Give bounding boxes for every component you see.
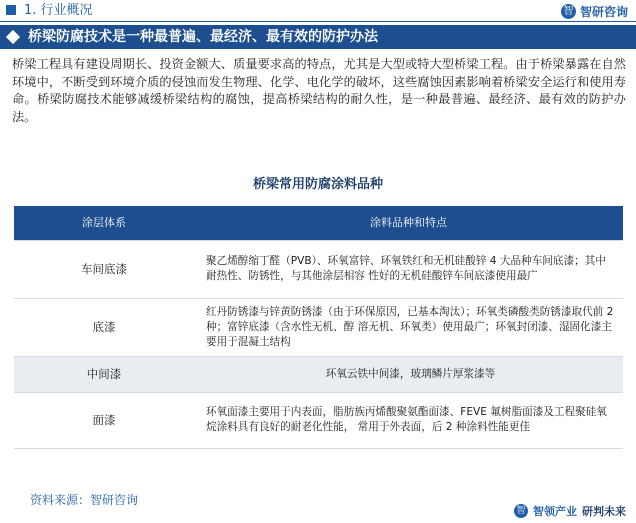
headline-banner: [0, 25, 636, 49]
table-row: [14, 298, 623, 356]
layer-cell: 车间底漆: [14, 240, 194, 298]
coating-table: [14, 206, 623, 449]
section-label: 1. 行业概况: [24, 3, 93, 18]
footer-slogan-2: 研判未来: [582, 505, 626, 518]
brand-name: 智研咨询: [579, 4, 628, 19]
section-marker-icon: [6, 5, 16, 15]
table-title: 桥梁常用防腐涂料品种: [252, 177, 383, 192]
intro-paragraph: 桥梁工程具有建设周期长、投资金额大、质量要求高的特点，尤其是大型或特大型桥梁工程。由于桥梁暴露在自然环境中，不断受到环境介质的侵蚀而发生物理、化学、电化学的破坏，这些腐蚀因素影响着桥梁安全运行和使用寿命。桥梁防腐技术能够减缓桥梁结构的腐蚀，提高桥梁结构的耐久性，是一种最普遍、最经济、最有效的防护办法。: [12, 57, 626, 124]
footer-slogan-1: 智领产业: [533, 505, 577, 518]
desc-cell: 红丹防锈漆与锌黄防锈漆（由于环保原因，已基本淘汰）；环氧类磷酸类防锈漆取代前 2 种；富锌底漆（含水性无机、醇 溶无机、环氧类）使用最广；环氧封闭漆、湿固化漆主要用于混凝土结构: [194, 298, 623, 356]
header-divider: [0, 21, 636, 22]
column-header-layer: 涂层体系: [14, 206, 194, 240]
table-header-row: [14, 206, 623, 240]
desc-cell: 环氧云铁中间漆，玻璃鳞片厚浆漆等: [194, 356, 623, 392]
table-row: [14, 240, 623, 298]
top-bar: [0, 0, 636, 22]
desc-cell: 环氧面漆主要用于内表面，脂肪族丙烯酸聚氨酯面漆、FEVE 氟树脂面漆及工程聚硅氧烷涂料具有良好的耐老化性能， 常用于外表面，后 2 种涂料性能更佳: [194, 392, 623, 448]
brand-logo-icon: 智: [561, 4, 576, 19]
footer-logo: [514, 502, 626, 520]
desc-cell: 聚乙烯醇缩丁醛（PVB）、环氧富锌、环氧铁红和无机硅酸锌 4 大品种车间底漆；其中耐热性、防锈性，与其他涂层相容 性好的无机硅酸锌车间底漆使用最广: [194, 240, 623, 298]
table-row: [14, 356, 623, 392]
diamond-icon: [6, 30, 20, 44]
layer-cell: 底漆: [14, 298, 194, 356]
table-row: [14, 392, 623, 448]
brand-logo: [561, 2, 628, 20]
source-note: 资料来源：智研咨询: [30, 493, 139, 507]
layer-cell: 面漆: [14, 392, 194, 448]
footer-logo-icon: 智: [514, 504, 528, 518]
layer-cell: 中间漆: [14, 356, 194, 392]
column-header-desc: 涂料品种和特点: [194, 206, 623, 240]
headline-title: 桥梁防腐技术是一种最普遍、最经济、最有效的防护办法: [28, 29, 378, 45]
